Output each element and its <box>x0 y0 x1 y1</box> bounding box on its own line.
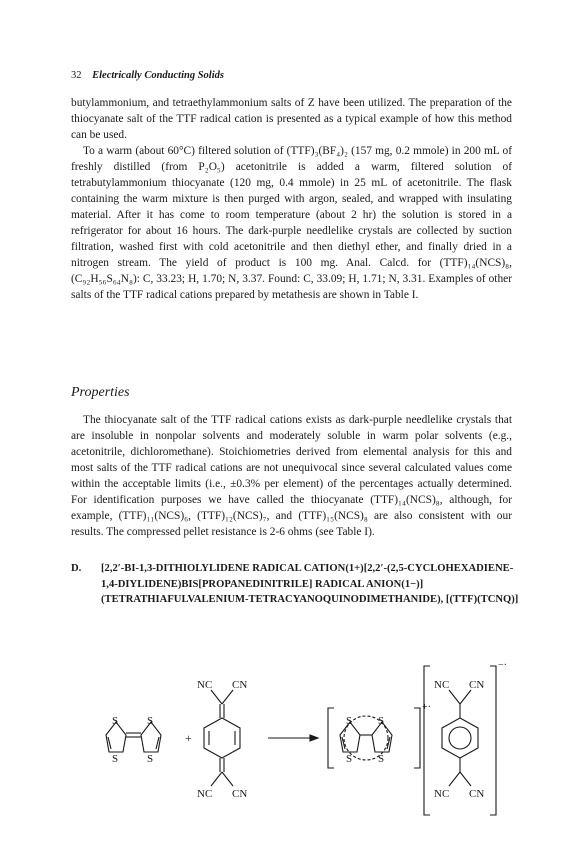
atom-nc: NC <box>434 679 450 691</box>
atom-cn: CN <box>469 679 485 691</box>
properties-heading: Properties <box>71 385 130 400</box>
atom-s: S <box>378 753 385 765</box>
section-d-heading <box>71 561 521 608</box>
running-head <box>71 70 224 81</box>
atom-s: S <box>346 715 353 727</box>
atom-s: S <box>147 753 154 765</box>
paragraph-procedure: To a warm (about 60°C) filtered solution of (TTF)₃(BF₄)₂ (157 mg, 0.2 mmole) in 200 mL of freshly distilled (from P₂O₅) acetonitrile is added a warm, filtered solution of tetrabutylammonium thiocyanate (120 mg, 0.4 mmole) in 25 mL of acetonitrile. The flask containing the warm mixture is then purged with argon, sealed, and wrapped with insulating material. After it has come to room temperature (about 2 hr) the solution is stored in a refrigerator for about 16 hours. The dark-purple needlelike crystals are collected by suction filtration, washed first with cold acetonitrile and then diethyl ether, and finally dried in a nitrogen stream. The yield of product is 100 mg. Anal. Calcd. for (TTF)₁₄(NCS)₈, (C₉₂H₅₆S₆₄N₈): C, 33.23; H, 1.70; N, 3.37. Found: C, 33.09; H, 1.71; N, 3.31. Examples of other salts of the TTF radical cations prepared by metathesis are shown in Table I. <box>71 145 512 301</box>
ttf-radical-cation <box>328 702 431 768</box>
atom-nc: NC <box>197 788 213 800</box>
tcnq-molecule <box>197 679 247 800</box>
tcnq-radical-anion <box>424 660 507 815</box>
atom-s: S <box>147 715 154 727</box>
cation-charge: +· <box>422 702 431 713</box>
section-title: [2,2′-BI-1,3-DITHIOLYLIDENE RADICAL CATION(1+)[2,2′-(2,5-CYCLOHEXADIENE-1,4-DIYLIDENE)BIS[PROPANEDINITRILE] RADICAL ANION(1−)] (TETRATHIAFULVALENIUM-TETRACYANOQUINODIMETHANIDE), [(TTF)(TCNQ)] <box>101 563 519 605</box>
atom-cn: CN <box>469 788 485 800</box>
page-number: 32 <box>71 70 82 81</box>
atom-nc: NC <box>197 679 213 691</box>
ttf-molecule <box>106 715 161 765</box>
reaction-arrow <box>268 735 318 741</box>
section-letter: D. <box>71 563 82 574</box>
atom-s: S <box>346 753 353 765</box>
paragraph-properties: The thiocyanate salt of the TTF radical cations exists as dark-purple needlelike crystals that are insoluble in nonpolar solvents and moderately soluble in warm polar solvents (e.g., acetonitrile, dichloromethane). Stoichiometries derived from elemental analysis for this and most salts of the TTF radical cations are not unequivocal since several calculated values come within the acceptable limits (i.e., ±0.3% per element) of the percentages actually determined. For identification purposes we have called the thiocyanate (TTF)₁₄(NCS)₈, although, for example, (TTF)₁₁(NCS)₆, (TTF)₁₂(NCS)₇, and (TTF)₁₅(NCS)₈ are also consistent with our results. The compressed pellet resistance is 2-6 ohms (see Table I). <box>71 414 512 538</box>
paragraph-continuation: butylammonium, and tetraethylammonium salts of Z have been utilized. The preparation of the thiocyanate salt of the TTF radical cation is presented as a typical example of how this method can be used. <box>71 97 512 141</box>
reaction-scheme <box>0 640 581 840</box>
anion-charge: −· <box>498 660 507 671</box>
plus-sign: + <box>185 731 192 745</box>
atom-s: S <box>112 753 119 765</box>
running-title: Electrically Conducting Solids <box>92 70 224 81</box>
atom-cn: CN <box>232 679 248 691</box>
atom-s: S <box>378 715 385 727</box>
atom-nc: NC <box>434 788 450 800</box>
atom-s: S <box>112 715 119 727</box>
atom-cn: CN <box>232 788 248 800</box>
